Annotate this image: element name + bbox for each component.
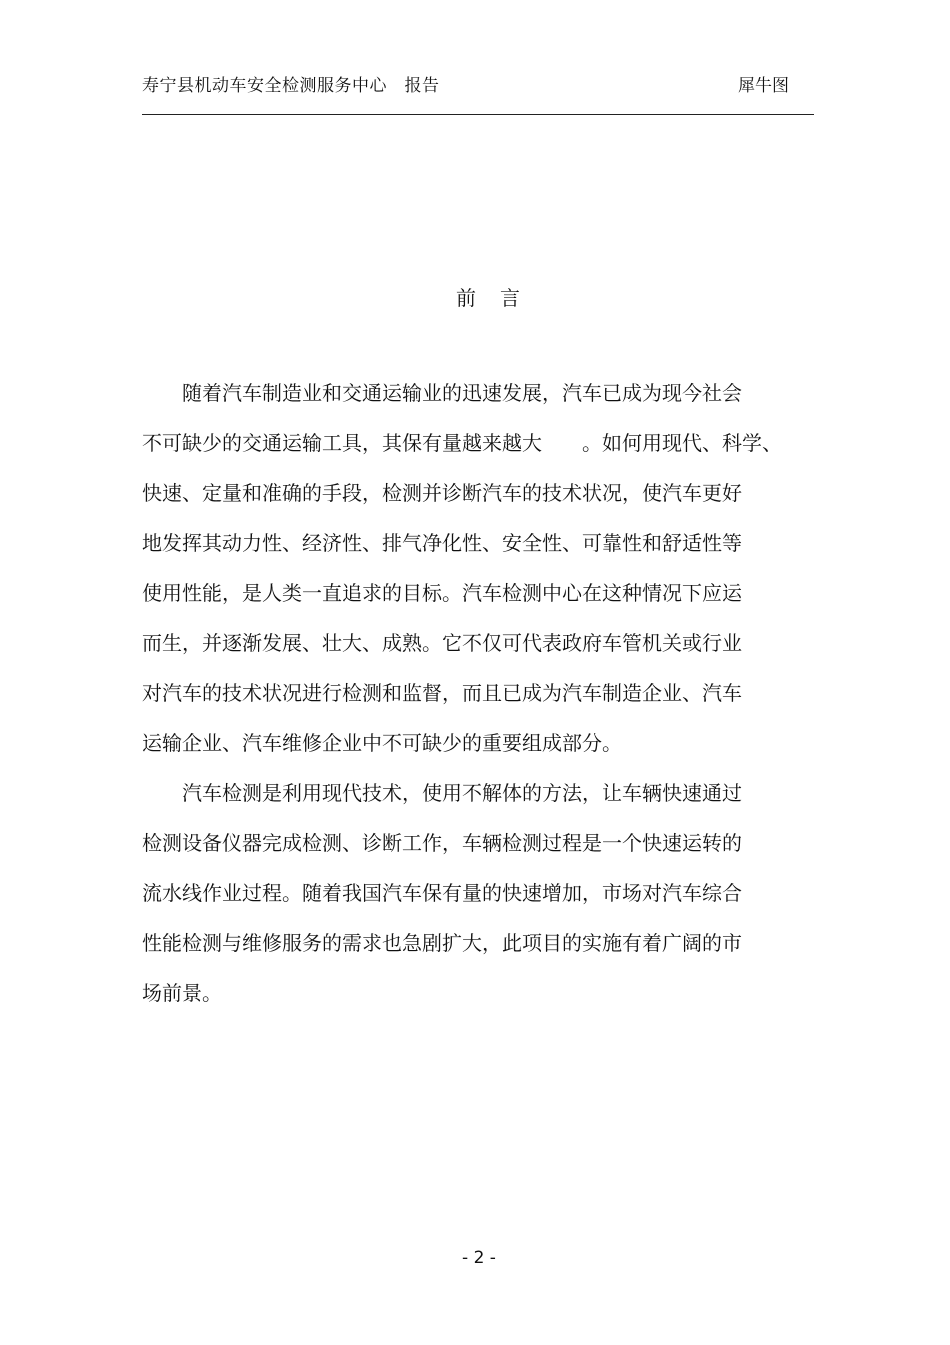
paragraph-line: 快速、定量和准确的手段，检测并诊断汽车的技术状况，使汽车更好 <box>142 481 742 505</box>
running-header-code: 犀牛图 <box>738 76 789 96</box>
section-title: 前言 <box>456 286 544 310</box>
running-header-title: 寿宁县机动车安全检测服务中心 报告 <box>142 76 440 96</box>
paragraph-line: 地发挥其动力性、经济性、排气净化性、安全性、可靠性和舒适性等 <box>142 531 742 555</box>
paragraph-line: 使用性能，是人类一直追求的目标。汽车检测中心在这种情况下应运 <box>142 581 742 605</box>
paragraph-line: 性能检测与维修服务的需求也急剧扩大，此项目的实施有着广阔的市 <box>142 931 742 955</box>
paragraph-1 <box>142 368 782 768</box>
paragraph-line: 而生，并逐渐发展、壮大、成熟。它不仅可代表政府车管机关或行业 <box>142 631 742 655</box>
page-number: - 2 - <box>462 1248 496 1268</box>
paragraph-line: 随着汽车制造业和交通运输业的迅速发展，汽车已成为现今社会 <box>142 381 742 405</box>
paragraph-2 <box>142 768 742 1018</box>
paragraph-line: 不可缺少的交通运输工具，其保有量越来越大 。如何用现代、科学、 <box>142 431 782 455</box>
paragraph-line: 运输企业、汽车维修企业中不可缺少的重要组成部分。 <box>142 731 622 755</box>
header-divider <box>142 114 814 115</box>
paragraph-line: 汽车检测是利用现代技术，使用不解体的方法，让车辆快速通过 <box>142 781 742 805</box>
paragraph-line: 流水线作业过程。随着我国汽车保有量的快速增加，市场对汽车综合 <box>142 881 742 905</box>
paragraph-line: 对汽车的技术状况进行检测和监督，而且已成为汽车制造企业、汽车 <box>142 681 742 705</box>
paragraph-line: 检测设备仪器完成检测、诊断工作，车辆检测过程是一个快速运转的 <box>142 831 742 855</box>
paragraph-line: 场前景。 <box>142 981 222 1005</box>
